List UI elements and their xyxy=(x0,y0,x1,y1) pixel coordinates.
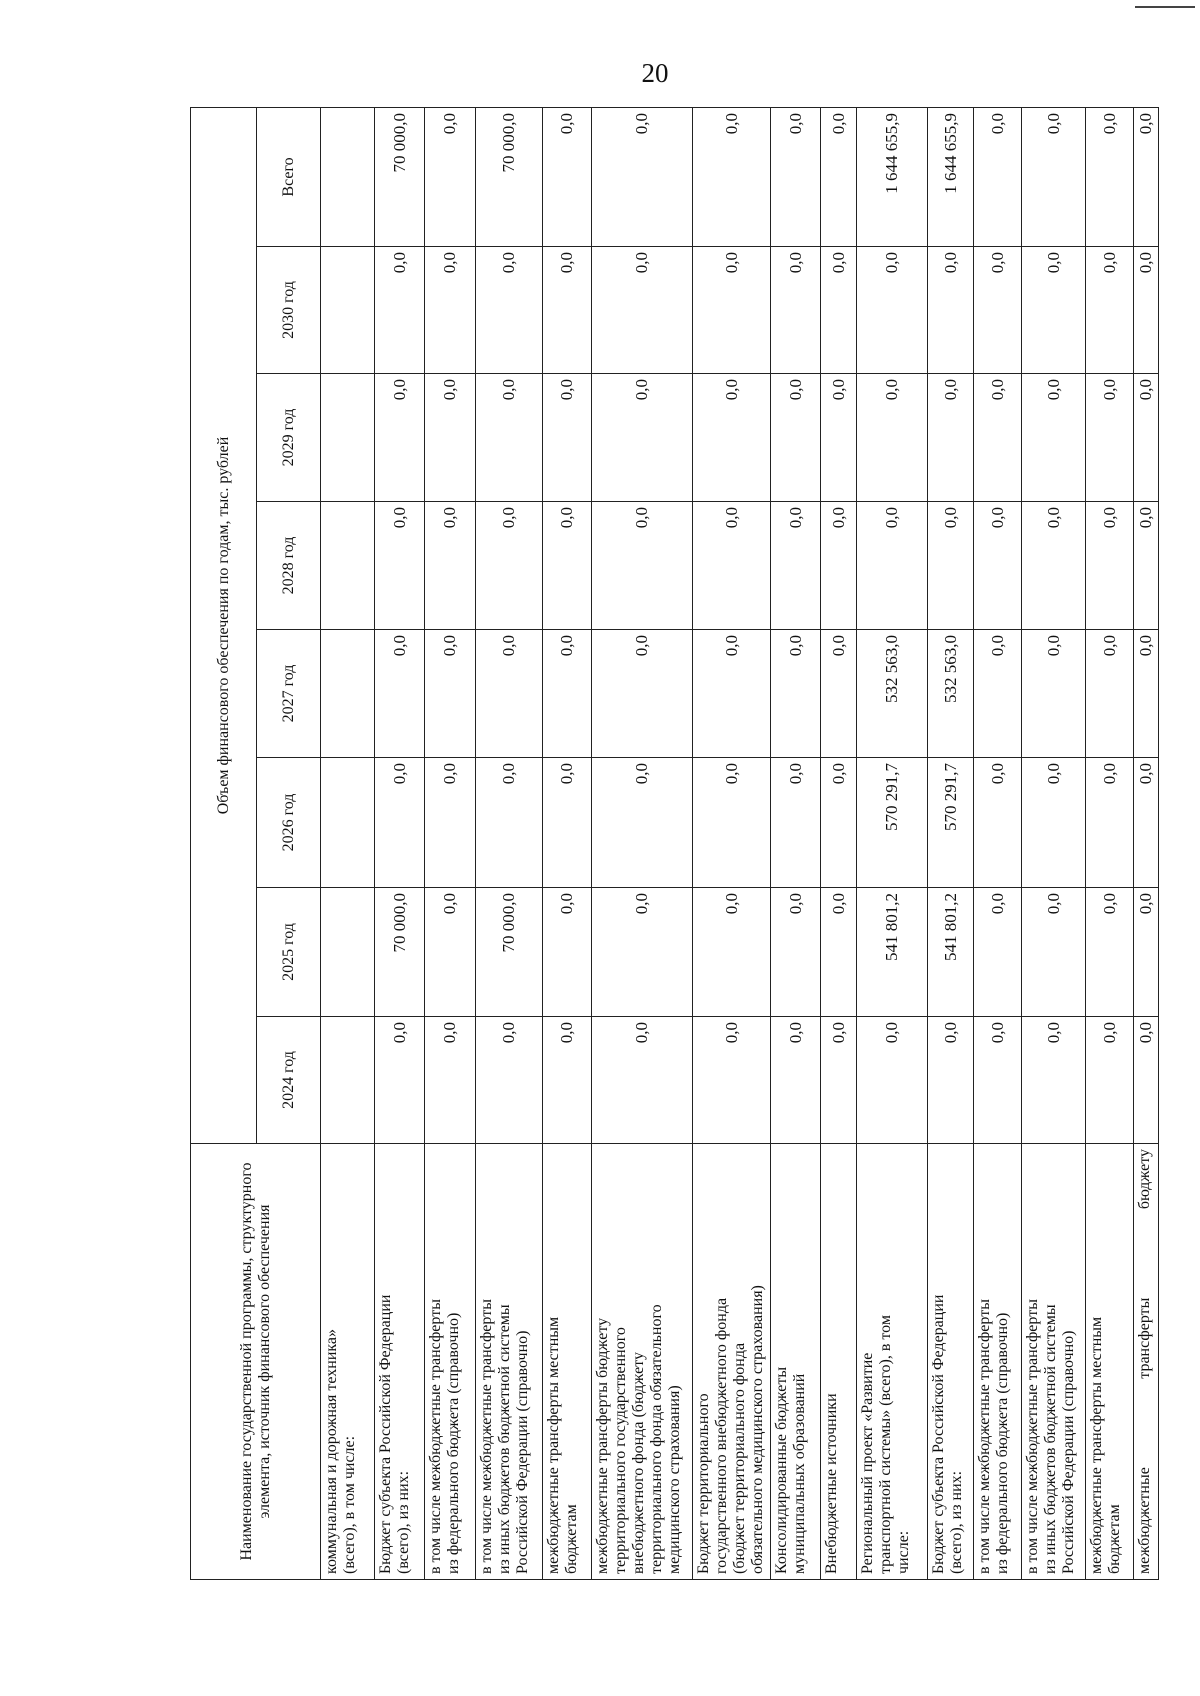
cell-value: 0,0 xyxy=(1134,247,1159,374)
row-name: межбюджетные трансферты местным бюджетам xyxy=(543,1144,592,1580)
cell-value: 0,0 xyxy=(543,247,592,374)
cell-value: 0,0 xyxy=(974,630,1022,758)
financing-table xyxy=(190,107,1159,1580)
row-name: в том числе межбюджетные трансферты из иных бюджетов бюджетной системы Российской Федерации (справочно) xyxy=(1022,1144,1086,1580)
table-row xyxy=(857,107,928,1579)
table-body xyxy=(321,107,1159,1579)
rotated-table-container xyxy=(190,108,1155,1580)
cell-value: 570 291,7 xyxy=(857,758,928,888)
cell-value: 0,0 xyxy=(1022,374,1086,502)
cell-value: 0,0 xyxy=(1022,1017,1086,1144)
cell-value: 0,0 xyxy=(543,107,592,246)
year-header: 2028 год xyxy=(257,502,321,630)
cell-value: 0,0 xyxy=(425,374,476,502)
cell-value xyxy=(321,888,375,1017)
cell-value: 0,0 xyxy=(928,247,974,374)
total-header: Всего xyxy=(257,107,321,246)
cell-value xyxy=(321,758,375,888)
cell-value: 0,0 xyxy=(1022,758,1086,888)
row-name: коммунальная и дорожная техника» (всего), в том числе: xyxy=(321,1144,375,1580)
cell-value: 0,0 xyxy=(375,758,425,888)
cell-value: 0,0 xyxy=(1086,502,1134,630)
cell-value: 0,0 xyxy=(1086,758,1134,888)
cell-value: 0,0 xyxy=(1022,247,1086,374)
cell-value: 0,0 xyxy=(821,107,857,246)
table-row xyxy=(1022,107,1086,1579)
cell-value: 0,0 xyxy=(1086,107,1134,246)
cell-value: 0,0 xyxy=(592,758,693,888)
cell-value: 0,0 xyxy=(592,107,693,246)
cell-value: 0,0 xyxy=(1086,888,1134,1017)
cell-value: 0,0 xyxy=(1022,888,1086,1017)
cell-value xyxy=(321,502,375,630)
cell-value: 0,0 xyxy=(476,247,543,374)
cell-value: 0,0 xyxy=(543,630,592,758)
row-name: Бюджет территориального государственного внебюджетного фонда (бюджет территориального фонда обязательного медицинского страхования) xyxy=(693,1144,771,1580)
cell-value: 0,0 xyxy=(771,888,821,1017)
year-header: 2026 год xyxy=(257,758,321,888)
cell-value xyxy=(321,107,375,246)
cell-value: 532 563,0 xyxy=(928,630,974,758)
table-row xyxy=(1134,107,1159,1579)
cell-value: 0,0 xyxy=(592,630,693,758)
cell-value: 0,0 xyxy=(1086,374,1134,502)
cell-value: 0,0 xyxy=(771,630,821,758)
cell-value: 0,0 xyxy=(425,247,476,374)
cell-value: 0,0 xyxy=(375,374,425,502)
cell-value: 0,0 xyxy=(771,758,821,888)
table-row xyxy=(821,107,857,1579)
cell-value: 0,0 xyxy=(821,1017,857,1144)
cell-value: 0,0 xyxy=(543,758,592,888)
row-name: в том числе межбюджетные трансферты из федерального бюджета (справочно) xyxy=(425,1144,476,1580)
row-name: Бюджет субъекта Российской Федерации (всего), из них: xyxy=(928,1144,974,1580)
cell-value: 0,0 xyxy=(928,374,974,502)
cell-value: 0,0 xyxy=(375,1017,425,1144)
cell-value: 0,0 xyxy=(425,758,476,888)
cell-value xyxy=(321,374,375,502)
cell-value: 0,0 xyxy=(425,630,476,758)
cell-value: 0,0 xyxy=(543,374,592,502)
cell-value: 0,0 xyxy=(771,502,821,630)
cell-value: 0,0 xyxy=(771,107,821,246)
page-number: 20 xyxy=(641,58,669,88)
cell-value: 0,0 xyxy=(693,758,771,888)
cell-value: 0,0 xyxy=(1086,247,1134,374)
cell-value: 0,0 xyxy=(1134,758,1159,888)
cell-value: 0,0 xyxy=(543,1017,592,1144)
row-name: Внебюджетные источники xyxy=(821,1144,857,1580)
cell-value: 0,0 xyxy=(476,758,543,888)
cell-value: 0,0 xyxy=(857,247,928,374)
cell-value: 0,0 xyxy=(476,374,543,502)
cell-value: 0,0 xyxy=(1086,1017,1134,1144)
top-border-line xyxy=(1135,6,1195,8)
cell-value: 0,0 xyxy=(974,758,1022,888)
table-row xyxy=(693,107,771,1579)
table-row xyxy=(476,107,543,1579)
cell-value: 70 000,0 xyxy=(476,107,543,246)
cell-value: 0,0 xyxy=(974,502,1022,630)
cell-value: 0,0 xyxy=(771,1017,821,1144)
name-column-header: Наименование государственной программы, структурного элемента, источник финансового обеспечения xyxy=(191,1144,321,1580)
cell-value: 1 644 655,9 xyxy=(857,107,928,246)
cell-value: 1 644 655,9 xyxy=(928,107,974,246)
cell-value xyxy=(321,1017,375,1144)
cell-value: 0,0 xyxy=(592,374,693,502)
cell-value: 0,0 xyxy=(425,107,476,246)
cell-value: 541 801,2 xyxy=(857,888,928,1017)
cell-value: 0,0 xyxy=(974,107,1022,246)
cell-value: 0,0 xyxy=(693,502,771,630)
cell-value: 0,0 xyxy=(375,630,425,758)
table-row xyxy=(375,107,425,1579)
table-row xyxy=(1086,107,1134,1579)
cell-value: 0,0 xyxy=(928,502,974,630)
cell-value: 0,0 xyxy=(425,888,476,1017)
row-name: Бюджет субъекта Российской Федерации (всего), из них: xyxy=(375,1144,425,1580)
cell-value: 0,0 xyxy=(592,1017,693,1144)
cell-value: 0,0 xyxy=(857,1017,928,1144)
table-row xyxy=(321,107,375,1579)
cell-value: 0,0 xyxy=(821,758,857,888)
cell-value: 0,0 xyxy=(821,888,857,1017)
cell-value: 0,0 xyxy=(974,888,1022,1017)
cell-value xyxy=(321,630,375,758)
cell-value: 0,0 xyxy=(375,247,425,374)
cell-value: 0,0 xyxy=(476,630,543,758)
table-row xyxy=(974,107,1022,1579)
row-name: в том числе межбюджетные трансферты из иных бюджетов бюджетной системы Российской Федерации (справочно) xyxy=(476,1144,543,1580)
cell-value: 570 291,7 xyxy=(928,758,974,888)
cell-value: 0,0 xyxy=(974,1017,1022,1144)
table-row xyxy=(543,107,592,1579)
year-header: 2025 год xyxy=(257,888,321,1017)
cell-value: 0,0 xyxy=(693,107,771,246)
cell-value: 70 000,0 xyxy=(476,888,543,1017)
table-row xyxy=(592,107,693,1579)
table-row xyxy=(425,107,476,1579)
table-row xyxy=(928,107,974,1579)
year-header: 2029 год xyxy=(257,374,321,502)
row-name: Региональный проект «Развитие транспортной системы» (всего), в том числе: xyxy=(857,1144,928,1580)
cell-value: 0,0 xyxy=(375,502,425,630)
row-name: в том числе межбюджетные трансферты из федерального бюджета (справочно) xyxy=(974,1144,1022,1580)
table-row xyxy=(771,107,821,1579)
cell-value: 0,0 xyxy=(693,630,771,758)
cell-value: 0,0 xyxy=(1134,888,1159,1017)
cell-value: 0,0 xyxy=(693,888,771,1017)
cell-value: 532 563,0 xyxy=(857,630,928,758)
cell-value: 0,0 xyxy=(592,247,693,374)
cell-value: 0,0 xyxy=(425,502,476,630)
cell-value: 0,0 xyxy=(476,1017,543,1144)
cell-value: 0,0 xyxy=(857,374,928,502)
cell-value: 0,0 xyxy=(1134,107,1159,246)
cell-value: 0,0 xyxy=(1134,502,1159,630)
cell-value: 0,0 xyxy=(771,374,821,502)
cell-value: 70 000,0 xyxy=(375,888,425,1017)
cell-value: 0,0 xyxy=(693,1017,771,1144)
volume-group-header: Объем финансового обеспечения по годам, тыс. рублей xyxy=(191,107,257,1143)
cell-value: 0,0 xyxy=(1022,502,1086,630)
cell-value: 0,0 xyxy=(1022,630,1086,758)
cell-value: 0,0 xyxy=(974,374,1022,502)
cell-value: 0,0 xyxy=(821,502,857,630)
row-name: Консолидированные бюджеты муниципальных образований xyxy=(771,1144,821,1580)
cell-value: 541 801,2 xyxy=(928,888,974,1017)
cell-value: 0,0 xyxy=(974,247,1022,374)
cell-value: 0,0 xyxy=(592,888,693,1017)
year-header: 2030 год xyxy=(257,247,321,374)
row-name: межбюджетные трансферты бюджету территориального государственного внебюджетного фонда (бюджету территориального фонда обязательного медицинского страхования) xyxy=(592,1144,693,1580)
cell-value: 0,0 xyxy=(857,502,928,630)
cell-value: 0,0 xyxy=(821,374,857,502)
cell-value: 0,0 xyxy=(543,502,592,630)
cell-value: 0,0 xyxy=(1022,107,1086,246)
cell-value: 0,0 xyxy=(693,247,771,374)
row-name: межбюджетные трансферты местным бюджетам xyxy=(1086,1144,1134,1580)
cell-value: 70 000,0 xyxy=(375,107,425,246)
cell-value: 0,0 xyxy=(1134,374,1159,502)
cell-value xyxy=(321,247,375,374)
cell-value: 0,0 xyxy=(592,502,693,630)
cell-value: 0,0 xyxy=(928,1017,974,1144)
cell-value: 0,0 xyxy=(821,630,857,758)
cell-value: 0,0 xyxy=(476,502,543,630)
cell-value: 0,0 xyxy=(1086,630,1134,758)
cell-value: 0,0 xyxy=(1134,1017,1159,1144)
cell-value: 0,0 xyxy=(693,374,771,502)
cell-value: 0,0 xyxy=(425,1017,476,1144)
cell-value: 0,0 xyxy=(771,247,821,374)
year-header: 2024 год xyxy=(257,1017,321,1144)
cell-value: 0,0 xyxy=(543,888,592,1017)
cell-value: 0,0 xyxy=(1134,630,1159,758)
year-header: 2027 год xyxy=(257,630,321,758)
row-name: межбюджетные трансферты бюджету xyxy=(1134,1144,1159,1580)
cell-value: 0,0 xyxy=(821,247,857,374)
